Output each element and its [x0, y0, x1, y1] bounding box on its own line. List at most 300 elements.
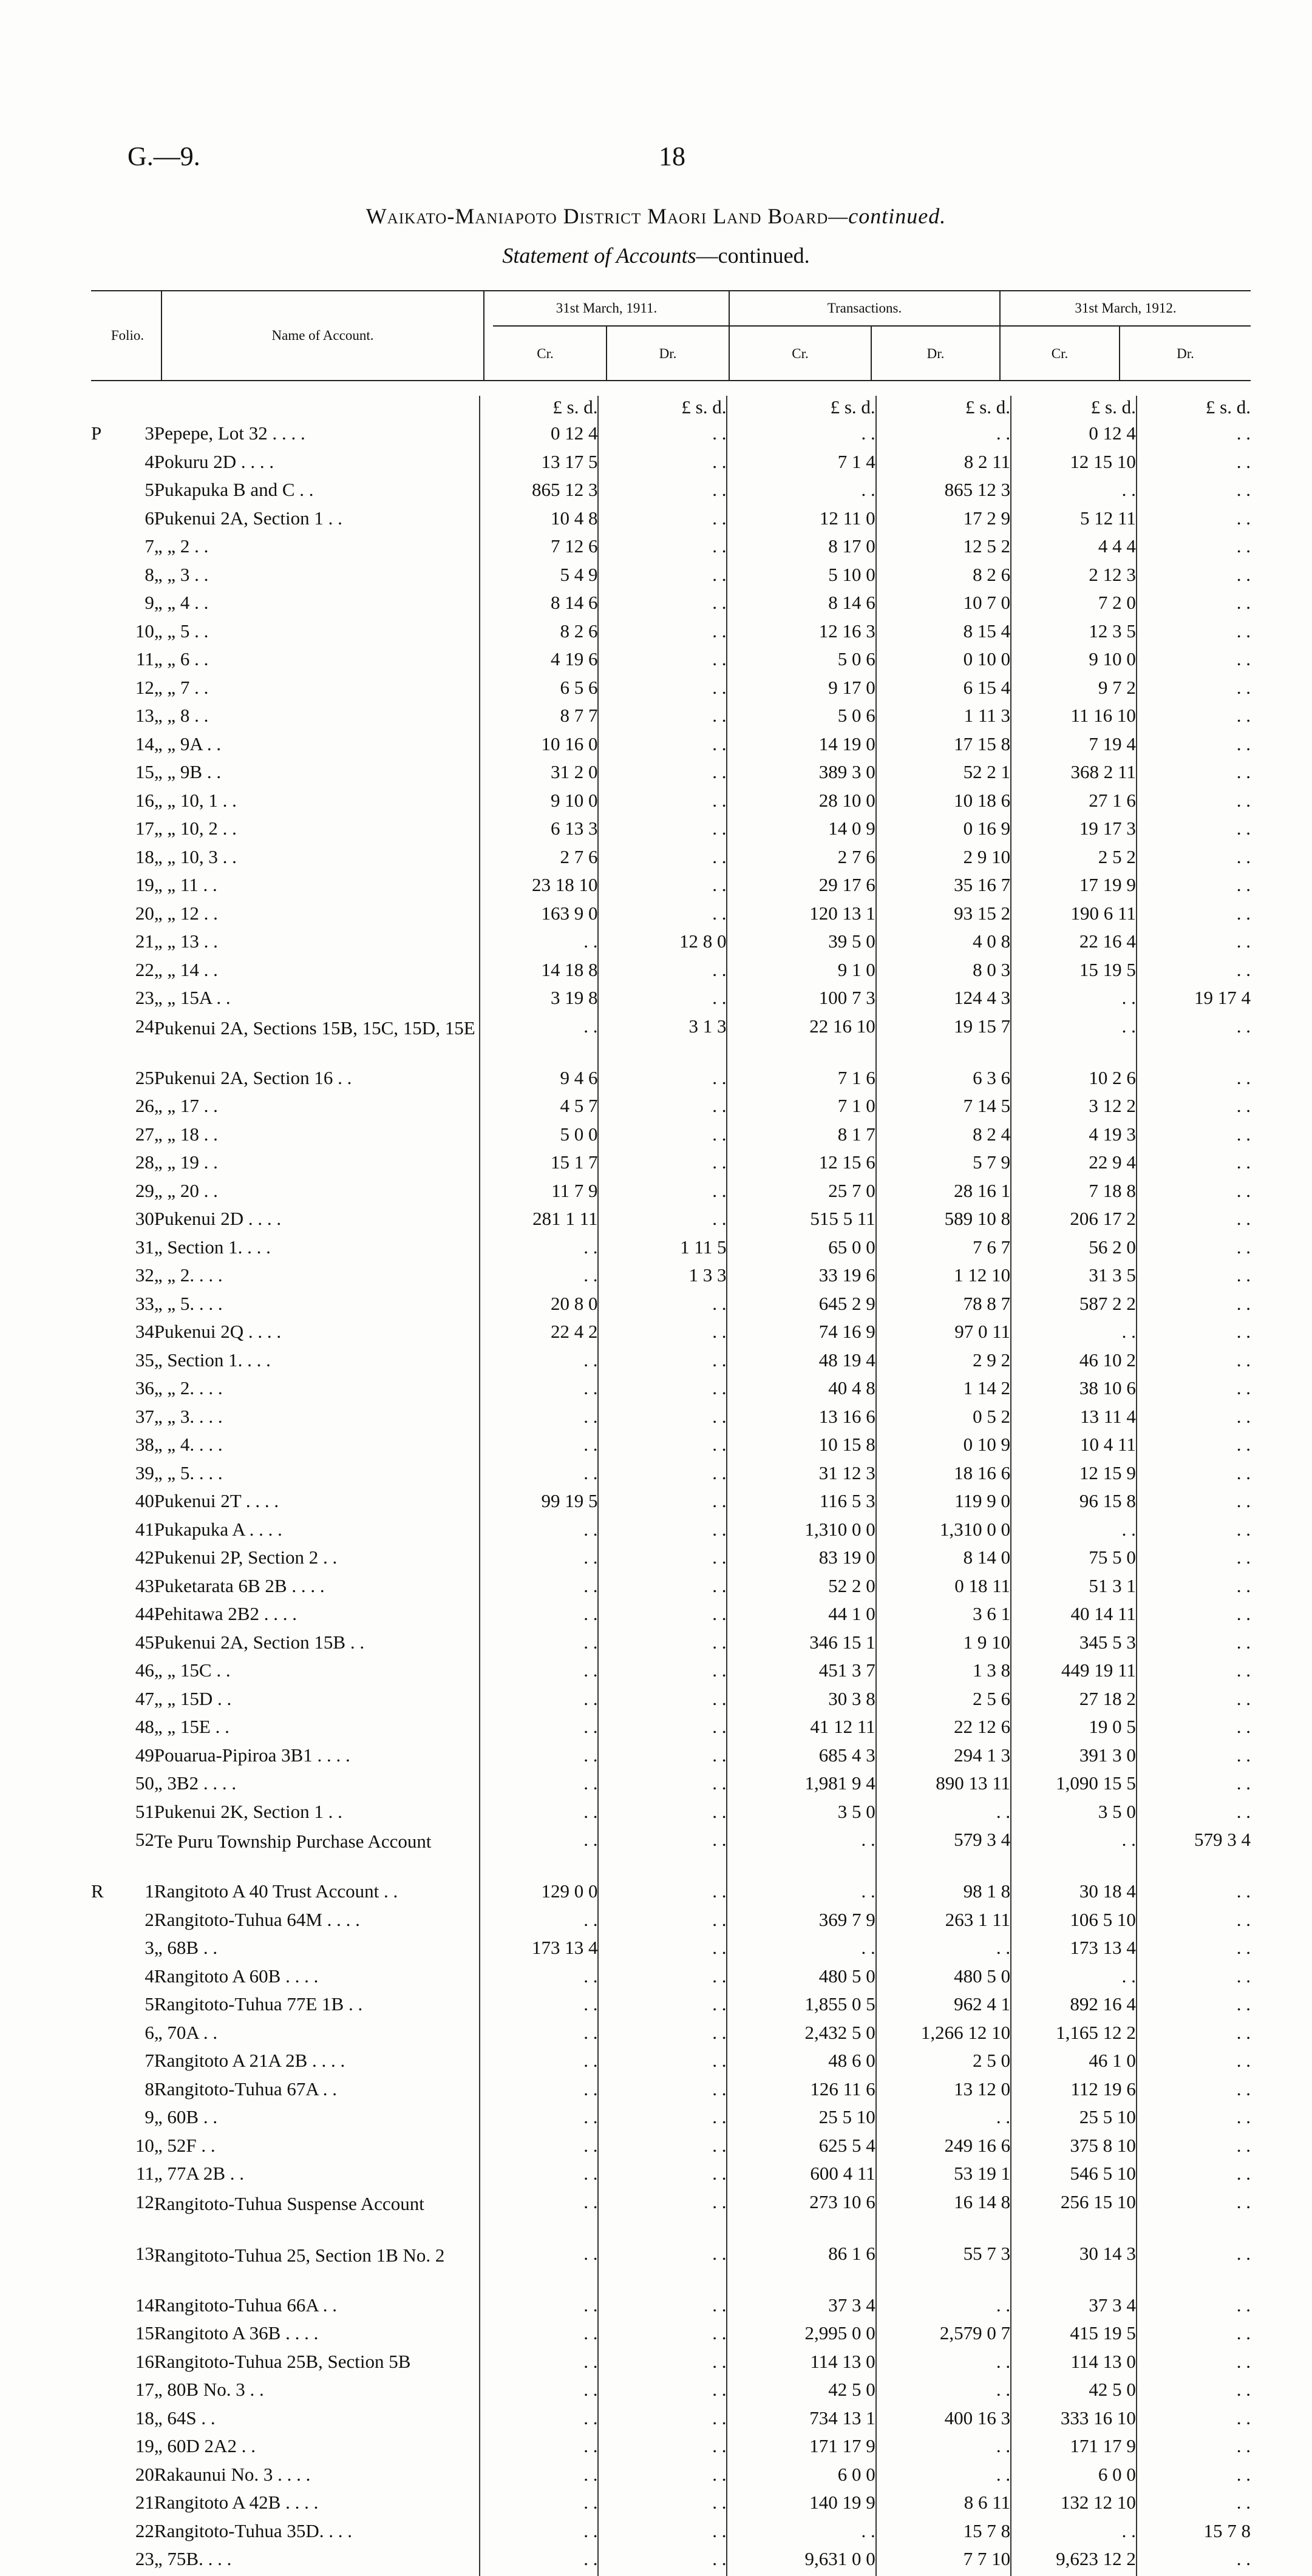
- amount-cell: 119 9 0: [876, 1490, 1011, 1518]
- header-dr-3: Dr.: [1177, 346, 1194, 361]
- account-name: Pepepe, Lot 32 . . . .: [154, 422, 305, 444]
- amount-cell: . .: [598, 1880, 727, 1908]
- amount-cell: . .: [598, 1744, 727, 1772]
- amount-cell: . .: [1011, 478, 1137, 507]
- amount-cell: 15 19 5: [1011, 958, 1137, 987]
- ledger-letter: [91, 1377, 115, 1405]
- amount-cell: 10 2 6: [1011, 1066, 1137, 1095]
- account-name: Pukenui 2A, Section 1 . .: [154, 507, 342, 529]
- amount-cell: 14 0 9: [727, 817, 875, 846]
- amount-cell: . .: [598, 733, 727, 761]
- ledger-letter: [91, 2242, 115, 2294]
- folio-number: 9: [144, 2106, 154, 2127]
- ledger-letter: [91, 1602, 115, 1631]
- document-title: [0, 203, 1312, 229]
- table-row: [91, 1800, 1251, 1829]
- account-name: „ 64S . .: [154, 2407, 216, 2429]
- amount-cell: . .: [480, 2547, 598, 2576]
- amount-cell: 7 7 10: [876, 2547, 1011, 2576]
- table-row: [91, 1490, 1251, 1518]
- ledger-letter: [91, 2463, 115, 2492]
- table-row: [91, 450, 1251, 479]
- amount-cell: 19 17 4: [1137, 986, 1251, 1015]
- account-name: Pukenui 2P, Section 2 . .: [154, 1547, 338, 1568]
- folio-number: 1: [144, 1880, 154, 1902]
- amount-cell: 345 5 3: [1011, 1631, 1137, 1659]
- folio-number: 13: [135, 2242, 154, 2264]
- amount-cell: . .: [598, 1772, 727, 1800]
- units-blank: [115, 396, 154, 422]
- table-row: [91, 761, 1251, 789]
- account-name: „ „ 15E . .: [154, 1716, 229, 1737]
- amount-cell: . .: [1137, 2134, 1251, 2163]
- amount-cell: 22 16 10: [727, 1015, 875, 1066]
- amount-cell: . .: [598, 873, 727, 902]
- folio-number: 24: [135, 1015, 154, 1037]
- ledger-letter: [91, 1320, 115, 1349]
- amount-cell: . .: [1137, 1179, 1251, 1208]
- table-header-bottom-rule: [91, 380, 1251, 381]
- amount-cell: . .: [480, 1349, 598, 1377]
- amount-cell: . .: [1137, 2162, 1251, 2191]
- amount-cell: . .: [598, 1349, 727, 1377]
- amount-cell: 106 5 10: [1011, 1908, 1137, 1937]
- amount-cell: 3 5 0: [1011, 1800, 1137, 1829]
- amount-cell: 120 13 1: [727, 902, 875, 930]
- amount-cell: 163 9 0: [480, 902, 598, 930]
- table-row: [91, 1602, 1251, 1631]
- amount-cell: 17 15 8: [876, 733, 1011, 761]
- folio-number: 19: [135, 874, 154, 895]
- amount-cell: . .: [1137, 1546, 1251, 1574]
- amount-cell: 890 13 11: [876, 1772, 1011, 1800]
- account-name: Pouarua-Pipiroa 3B1 . . . .: [154, 1744, 350, 1766]
- amount-cell: 645 2 9: [727, 1292, 875, 1321]
- amount-cell: 41 12 11: [727, 1715, 875, 1744]
- account-name: „ Section 1. . . .: [154, 1236, 271, 1258]
- table-row: [91, 1908, 1251, 1937]
- period2-underline: [999, 325, 1251, 327]
- amount-cell: . .: [480, 1631, 598, 1659]
- folio-number: 7: [144, 2050, 154, 2071]
- account-name: Rangitoto A 60B . . . .: [154, 1965, 319, 1987]
- amount-cell: 25 5 10: [1011, 2106, 1137, 2134]
- amount-cell: 600 4 11: [727, 2162, 875, 2191]
- amount-cell: 9 1 0: [727, 958, 875, 987]
- amount-cell: . .: [1137, 478, 1251, 507]
- table-row: [91, 535, 1251, 563]
- amount-cell: . .: [1137, 1094, 1251, 1123]
- table-row: [91, 591, 1251, 620]
- ledger-letter: [91, 1292, 115, 1321]
- amount-cell: 4 5 7: [480, 1094, 598, 1123]
- table-row: [91, 1264, 1251, 1292]
- amount-cell: 98 1 8: [876, 1880, 1011, 1908]
- ledger-letter: [91, 2407, 115, 2435]
- account-name: „ „ 20 . .: [154, 1179, 218, 1201]
- amount-cell: . .: [1137, 1880, 1251, 1908]
- amount-cell: 1 3 3: [598, 1264, 727, 1292]
- folio-number: 30: [135, 1208, 154, 1229]
- folio-number: 49: [135, 1744, 154, 1766]
- amount-cell: 273 10 6: [727, 2191, 875, 2242]
- table-row: [91, 1936, 1251, 1965]
- ledger-letter: [91, 1518, 115, 1547]
- table-row: [91, 873, 1251, 902]
- folio-number: 15: [135, 761, 154, 782]
- amount-cell: 48 19 4: [727, 1349, 875, 1377]
- amount-cell: 9 7 2: [1011, 676, 1137, 705]
- amount-cell: 1 11 3: [876, 704, 1011, 733]
- amount-cell: 33 19 6: [727, 1264, 875, 1292]
- amount-cell: 375 8 10: [1011, 2134, 1137, 2163]
- amount-cell: 19 15 7: [876, 1015, 1011, 1066]
- amount-cell: . .: [480, 1518, 598, 1547]
- amount-cell: 10 4 8: [480, 507, 598, 535]
- amount-cell: 3 12 2: [1011, 1094, 1137, 1123]
- folio-number: 3: [144, 422, 154, 444]
- title-main: Waikato-Maniapoto District Maori Land Board: [365, 204, 829, 228]
- amount-cell: 249 16 6: [876, 2134, 1011, 2163]
- amount-cell: 31 3 5: [1011, 1264, 1137, 1292]
- account-name: „ 3B2 . . . .: [154, 1772, 237, 1794]
- amount-cell: 99 19 5: [480, 1490, 598, 1518]
- header-period2: 31st March, 1912.: [1075, 300, 1177, 316]
- amount-cell: . .: [876, 2463, 1011, 2492]
- ledger-letter: [91, 1965, 115, 1993]
- account-name: „ 70A . .: [154, 2021, 218, 2043]
- amount-cell: . .: [598, 1800, 727, 1829]
- amount-cell: . .: [1137, 789, 1251, 818]
- amount-cell: . .: [598, 1123, 727, 1151]
- table-row: [91, 1151, 1251, 1179]
- account-name: Rangitoto-Tuhua 67A . .: [154, 2078, 338, 2100]
- amount-cell: 86 1 6: [727, 2242, 875, 2294]
- units-blank: [91, 396, 115, 422]
- amount-cell: . .: [1137, 1207, 1251, 1236]
- amount-cell: 15 7 8: [876, 2520, 1011, 2548]
- amount-cell: 12 3 5: [1011, 620, 1137, 648]
- table-row: [91, 1123, 1251, 1151]
- table-top-rule: [91, 290, 1251, 291]
- account-name: „ „ 5 . .: [154, 620, 209, 642]
- units-blank: [154, 396, 480, 422]
- folio-number: 6: [144, 2021, 154, 2043]
- amount-cell: 39 5 0: [727, 930, 875, 958]
- amount-cell: 892 16 4: [1011, 1993, 1137, 2021]
- amount-cell: 5 0 6: [727, 704, 875, 733]
- ledger-letter: [91, 1744, 115, 1772]
- account-name: „ „ 2 . .: [154, 535, 209, 557]
- amount-cell: . .: [876, 2435, 1011, 2463]
- amount-cell: 35 16 7: [876, 873, 1011, 902]
- amount-cell: 13 12 0: [876, 2078, 1011, 2106]
- amount-cell: . .: [480, 1546, 598, 1574]
- folio-number: 15: [135, 2322, 154, 2344]
- header-folio: Folio.: [110, 328, 144, 343]
- amount-cell: . .: [598, 450, 727, 479]
- amount-cell: . .: [480, 1715, 598, 1744]
- amount-cell: 37 3 4: [727, 2294, 875, 2322]
- amount-cell: 16 14 8: [876, 2191, 1011, 2242]
- table-row: [91, 1462, 1251, 1490]
- amount-cell: . .: [598, 1965, 727, 1993]
- amount-cell: . .: [480, 1602, 598, 1631]
- amount-cell: 865 12 3: [876, 478, 1011, 507]
- amount-cell: 12 15 10: [1011, 450, 1137, 479]
- amount-cell: 2,579 0 7: [876, 2322, 1011, 2350]
- amount-cell: 48 6 0: [727, 2049, 875, 2078]
- table-row: [91, 2021, 1251, 2050]
- table-row: [91, 2547, 1251, 2576]
- amount-cell: 29 17 6: [727, 873, 875, 902]
- folio-number: 28: [135, 1151, 154, 1173]
- ledger-letter: [91, 1433, 115, 1462]
- table-row: [91, 2322, 1251, 2350]
- account-name: Rangitoto-Tuhua 25, Section 1B No. 2: [154, 2244, 445, 2266]
- folio-number: 21: [135, 2492, 154, 2513]
- amount-cell: 1 14 2: [876, 1377, 1011, 1405]
- amount-cell: 7 6 7: [876, 1236, 1011, 1264]
- amount-cell: . .: [1011, 1828, 1137, 1880]
- amount-cell: . .: [480, 2106, 598, 2134]
- ledger-letter: [91, 930, 115, 958]
- amount-cell: 2,995 0 0: [727, 2322, 875, 2350]
- account-name: „ „ 12 . .: [154, 902, 218, 924]
- amount-cell: 8 2 11: [876, 450, 1011, 479]
- amount-cell: . .: [598, 2491, 727, 2520]
- amount-cell: . .: [598, 1151, 727, 1179]
- amount-cell: 5 10 0: [727, 563, 875, 592]
- amount-cell: . .: [727, 1880, 875, 1908]
- ledger-letter: [91, 1179, 115, 1208]
- ledger-letter: [91, 2162, 115, 2191]
- amount-cell: 5 0 6: [727, 648, 875, 676]
- table-row: [91, 2049, 1251, 2078]
- ledger-letter: [91, 2191, 115, 2242]
- account-name: Rangitoto-Tuhua 25B, Section 5B: [154, 2350, 411, 2372]
- table-row: [91, 1631, 1251, 1659]
- ledger-letter: R: [91, 1880, 104, 1902]
- folio-number: 11: [136, 2163, 154, 2184]
- title-suffix: —continued.: [828, 204, 947, 228]
- account-name: „ „ 15D . .: [154, 1687, 232, 1709]
- amount-cell: 19 0 5: [1011, 1715, 1137, 1744]
- amount-cell: 294 1 3: [876, 1744, 1011, 1772]
- table-row: [91, 817, 1251, 846]
- amount-cell: 7 12 6: [480, 535, 598, 563]
- amount-cell: 2 7 6: [480, 846, 598, 874]
- ledger-letter: [91, 648, 115, 676]
- ledger-letter: [91, 1123, 115, 1151]
- amount-cell: 132 12 10: [1011, 2491, 1137, 2520]
- account-name: Rangitoto A 36B . . . .: [154, 2322, 319, 2344]
- amount-cell: 12 16 3: [727, 620, 875, 648]
- ledger-letter: [91, 620, 115, 648]
- table-row: [91, 1094, 1251, 1123]
- account-name: „ „ 10, 3 . .: [154, 846, 237, 867]
- amount-cell: 31 2 0: [480, 761, 598, 789]
- amount-cell: . .: [598, 507, 727, 535]
- ledger-letter: [91, 450, 115, 479]
- account-name: Te Puru Township Purchase Account: [154, 1831, 432, 1852]
- amount-cell: 480 5 0: [876, 1965, 1011, 1993]
- header-cr-1: Cr.: [537, 346, 554, 361]
- amount-cell: . .: [1011, 1518, 1137, 1547]
- amount-cell: . .: [1137, 1433, 1251, 1462]
- folio-number: 20: [135, 2463, 154, 2485]
- amount-cell: 589 10 8: [876, 1207, 1011, 1236]
- ledger-letter: [91, 1993, 115, 2021]
- amount-cell: 10 15 8: [727, 1433, 875, 1462]
- amount-cell: 1,310 0 0: [876, 1518, 1011, 1547]
- amount-cell: 42 5 0: [1011, 2378, 1137, 2407]
- amount-cell: . .: [480, 1433, 598, 1462]
- amount-cell: . .: [598, 535, 727, 563]
- amount-cell: . .: [1137, 1462, 1251, 1490]
- amount-cell: . .: [480, 1264, 598, 1292]
- folio-number: 10: [135, 2134, 154, 2156]
- amount-cell: 6 13 3: [480, 817, 598, 846]
- amount-cell: . .: [1137, 2049, 1251, 2078]
- account-name: „ „ 6 . .: [154, 648, 209, 669]
- ledger-letter: [91, 958, 115, 987]
- amount-cell: . .: [1137, 1518, 1251, 1547]
- ledger-letter: [91, 2049, 115, 2078]
- amount-cell: 8 15 4: [876, 620, 1011, 648]
- folio-number: 27: [135, 1123, 154, 1145]
- ledger-letter: [91, 2294, 115, 2322]
- amount-cell: 6 3 6: [876, 1066, 1011, 1095]
- amount-cell: . .: [1137, 873, 1251, 902]
- ledger-letter: [91, 761, 115, 789]
- amount-cell: 2 5 0: [876, 2049, 1011, 2078]
- ledger-letter: [91, 2021, 115, 2050]
- account-name: „ „ 15C . .: [154, 1659, 231, 1681]
- amount-cell: 20 8 0: [480, 1292, 598, 1321]
- amount-cell: . .: [1137, 2322, 1251, 2350]
- amount-cell: 389 3 0: [727, 761, 875, 789]
- amount-cell: . .: [1137, 1377, 1251, 1405]
- table-row: [91, 1292, 1251, 1321]
- amount-cell: 97 0 11: [876, 1320, 1011, 1349]
- table-row: [91, 1828, 1251, 1880]
- amount-cell: . .: [598, 1490, 727, 1518]
- account-name: „ 68B . .: [154, 1937, 218, 1958]
- folio-number: 11: [136, 648, 154, 669]
- amount-cell: 42 5 0: [727, 2378, 875, 2407]
- account-name: Pukenui 2A, Section 15B . .: [154, 1631, 365, 1653]
- amount-cell: 19 17 3: [1011, 817, 1137, 846]
- table-row: [91, 1518, 1251, 1547]
- table-row: [91, 676, 1251, 705]
- amount-cell: . .: [598, 2350, 727, 2379]
- table-row: [91, 1405, 1251, 1434]
- folio-number: 48: [135, 1716, 154, 1737]
- amount-cell: 6 5 6: [480, 676, 598, 705]
- amount-cell: . .: [598, 1094, 727, 1123]
- folio-number: 21: [135, 930, 154, 952]
- amount-cell: . .: [598, 2049, 727, 2078]
- amount-cell: . .: [598, 1433, 727, 1462]
- amount-cell: 546 5 10: [1011, 2162, 1137, 2191]
- amount-cell: . .: [598, 2106, 727, 2134]
- amount-cell: . .: [480, 2322, 598, 2350]
- folio-number: 3: [144, 1937, 154, 1958]
- amount-cell: 1 12 10: [876, 1264, 1011, 1292]
- folio-number: 9: [144, 592, 154, 613]
- amount-cell: 400 16 3: [876, 2407, 1011, 2435]
- folio-number: 50: [135, 1772, 154, 1794]
- amount-cell: . .: [480, 2078, 598, 2106]
- amount-cell: 8 17 0: [727, 535, 875, 563]
- header-cr-3: Cr.: [1051, 346, 1069, 361]
- amount-cell: . .: [598, 1066, 727, 1095]
- ledger-letter: [91, 1405, 115, 1434]
- amount-cell: . .: [598, 2134, 727, 2163]
- units-label: £ s. d.: [727, 396, 875, 422]
- amount-cell: 30 14 3: [1011, 2242, 1137, 2294]
- amount-cell: . .: [598, 2021, 727, 2050]
- amount-cell: . .: [727, 1828, 875, 1880]
- amount-cell: . .: [1137, 563, 1251, 592]
- amount-cell: 2 5 2: [1011, 846, 1137, 874]
- folio-number: 16: [135, 789, 154, 811]
- account-name: Rangitoto-Tuhua 35D. . . .: [154, 2520, 352, 2541]
- table-row: [91, 1687, 1251, 1716]
- account-name: „ „ 3. . . .: [154, 1405, 223, 1427]
- folio-number: 4: [144, 1965, 154, 1987]
- amount-cell: 56 2 0: [1011, 1236, 1137, 1264]
- account-name: „ „ 7 . .: [154, 676, 209, 698]
- table-row: [91, 733, 1251, 761]
- amount-cell: 46 1 0: [1011, 2049, 1137, 2078]
- amount-cell: . .: [480, 1659, 598, 1687]
- table-row: [91, 1179, 1251, 1208]
- ledger-letter: [91, 1066, 115, 1095]
- ledger-letter: [91, 1687, 115, 1716]
- amount-cell: 4 19 3: [1011, 1123, 1137, 1151]
- amount-cell: . .: [1137, 1490, 1251, 1518]
- amount-cell: 25 7 0: [727, 1179, 875, 1208]
- amount-cell: 865 12 3: [480, 478, 598, 507]
- amount-cell: . .: [480, 930, 598, 958]
- folio-number: 23: [135, 2548, 154, 2569]
- amount-cell: 7 14 5: [876, 1094, 1011, 1123]
- folio-number: 17: [135, 2379, 154, 2400]
- account-name: Rangitoto-Tuhua 66A . .: [154, 2294, 338, 2316]
- account-name: Pukenui 2K, Section 1 . .: [154, 1800, 342, 1822]
- amount-cell: 28 10 0: [727, 789, 875, 818]
- folio-number: 39: [135, 1462, 154, 1483]
- amount-cell: . .: [1137, 1936, 1251, 1965]
- account-name: Pukapuka B and C . .: [154, 479, 314, 500]
- amount-cell: . .: [1137, 1993, 1251, 2021]
- amount-cell: . .: [1137, 1574, 1251, 1603]
- amount-cell: . .: [598, 704, 727, 733]
- folio-number: 31: [135, 1236, 154, 1258]
- amount-cell: 8 14 0: [876, 1546, 1011, 1574]
- amount-cell: . .: [1137, 620, 1251, 648]
- folio-number: 8: [144, 2078, 154, 2100]
- amount-cell: 13 17 5: [480, 450, 598, 479]
- amount-cell: 116 5 3: [727, 1490, 875, 1518]
- ledger-letter: [91, 2491, 115, 2520]
- ledger-letter: [91, 2134, 115, 2163]
- amount-cell: . .: [480, 2520, 598, 2548]
- amount-cell: . .: [1137, 761, 1251, 789]
- amount-cell: . .: [876, 2350, 1011, 2379]
